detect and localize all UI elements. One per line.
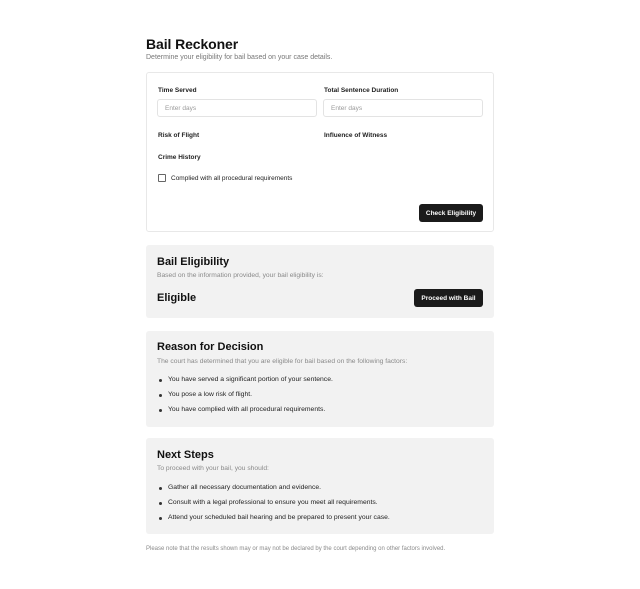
next-steps-description: To proceed with your bail, you should: bbox=[157, 465, 269, 472]
time-served-input[interactable] bbox=[157, 99, 317, 117]
bullet-icon bbox=[159, 517, 162, 520]
reason-list bbox=[157, 375, 333, 420]
proceed-with-bail-button[interactable]: Proceed with Bail bbox=[414, 289, 483, 307]
reason-item-text: You have complied with all procedural requirements. bbox=[168, 406, 326, 413]
next-steps-title: Next Steps bbox=[157, 449, 214, 461]
bullet-icon bbox=[159, 502, 162, 505]
bullet-icon bbox=[159, 487, 162, 490]
crime-history-label[interactable]: Crime History bbox=[158, 154, 201, 161]
eligibility-description: Based on the information provided, your bail eligibility is: bbox=[157, 272, 324, 279]
page-title: Bail Reckoner bbox=[146, 36, 239, 52]
eligibility-title: Bail Eligibility bbox=[157, 256, 230, 268]
reason-for-decision-panel bbox=[146, 331, 494, 427]
eligibility-result: Eligible bbox=[157, 292, 197, 304]
next-step-item-text: Consult with a legal professional to ensure you meet all requirements. bbox=[168, 499, 378, 506]
reason-description: The court has determined that you are eligible for bail based on the following factors: bbox=[157, 358, 408, 365]
eligibility-form-card bbox=[146, 72, 494, 232]
next-steps-panel bbox=[146, 438, 494, 534]
bullet-icon bbox=[159, 394, 162, 397]
list-item bbox=[157, 498, 390, 513]
procedural-requirements-checkbox-row[interactable] bbox=[158, 174, 292, 182]
total-sentence-label: Total Sentence Duration bbox=[324, 87, 399, 94]
reason-item-text: You pose a low risk of flight. bbox=[168, 391, 253, 398]
total-sentence-input[interactable] bbox=[323, 99, 483, 117]
risk-of-flight-label[interactable]: Risk of Flight bbox=[158, 132, 200, 139]
results-disclaimer: Please note that the results shown may or may not be declared by the court depending on other factors involved. bbox=[146, 546, 446, 552]
bullet-icon bbox=[159, 409, 162, 412]
bail-reckoner-page bbox=[146, 36, 494, 552]
next-step-item-text: Attend your scheduled bail hearing and be prepared to present your case. bbox=[168, 514, 390, 521]
list-item bbox=[157, 375, 333, 390]
procedural-requirements-checkbox[interactable] bbox=[158, 174, 166, 182]
bullet-icon bbox=[159, 379, 162, 382]
list-item bbox=[157, 513, 390, 528]
reason-title: Reason for Decision bbox=[157, 341, 264, 353]
list-item bbox=[157, 483, 390, 498]
time-served-label: Time Served bbox=[158, 87, 197, 94]
procedural-requirements-label[interactable]: Complied with all procedural requirements bbox=[171, 174, 293, 182]
next-steps-list bbox=[157, 483, 390, 528]
reason-item-text: You have served a significant portion of your sentence. bbox=[168, 376, 333, 383]
bail-eligibility-panel bbox=[146, 245, 494, 318]
list-item bbox=[157, 405, 333, 420]
page-subtitle: Determine your eligibility for bail based on your case details. bbox=[146, 54, 333, 61]
list-item bbox=[157, 390, 333, 405]
check-eligibility-button[interactable]: Check Eligibility bbox=[419, 204, 483, 222]
next-step-item-text: Gather all necessary documentation and evidence. bbox=[168, 484, 322, 491]
influence-of-witness-label[interactable]: Influence of Witness bbox=[324, 132, 388, 139]
